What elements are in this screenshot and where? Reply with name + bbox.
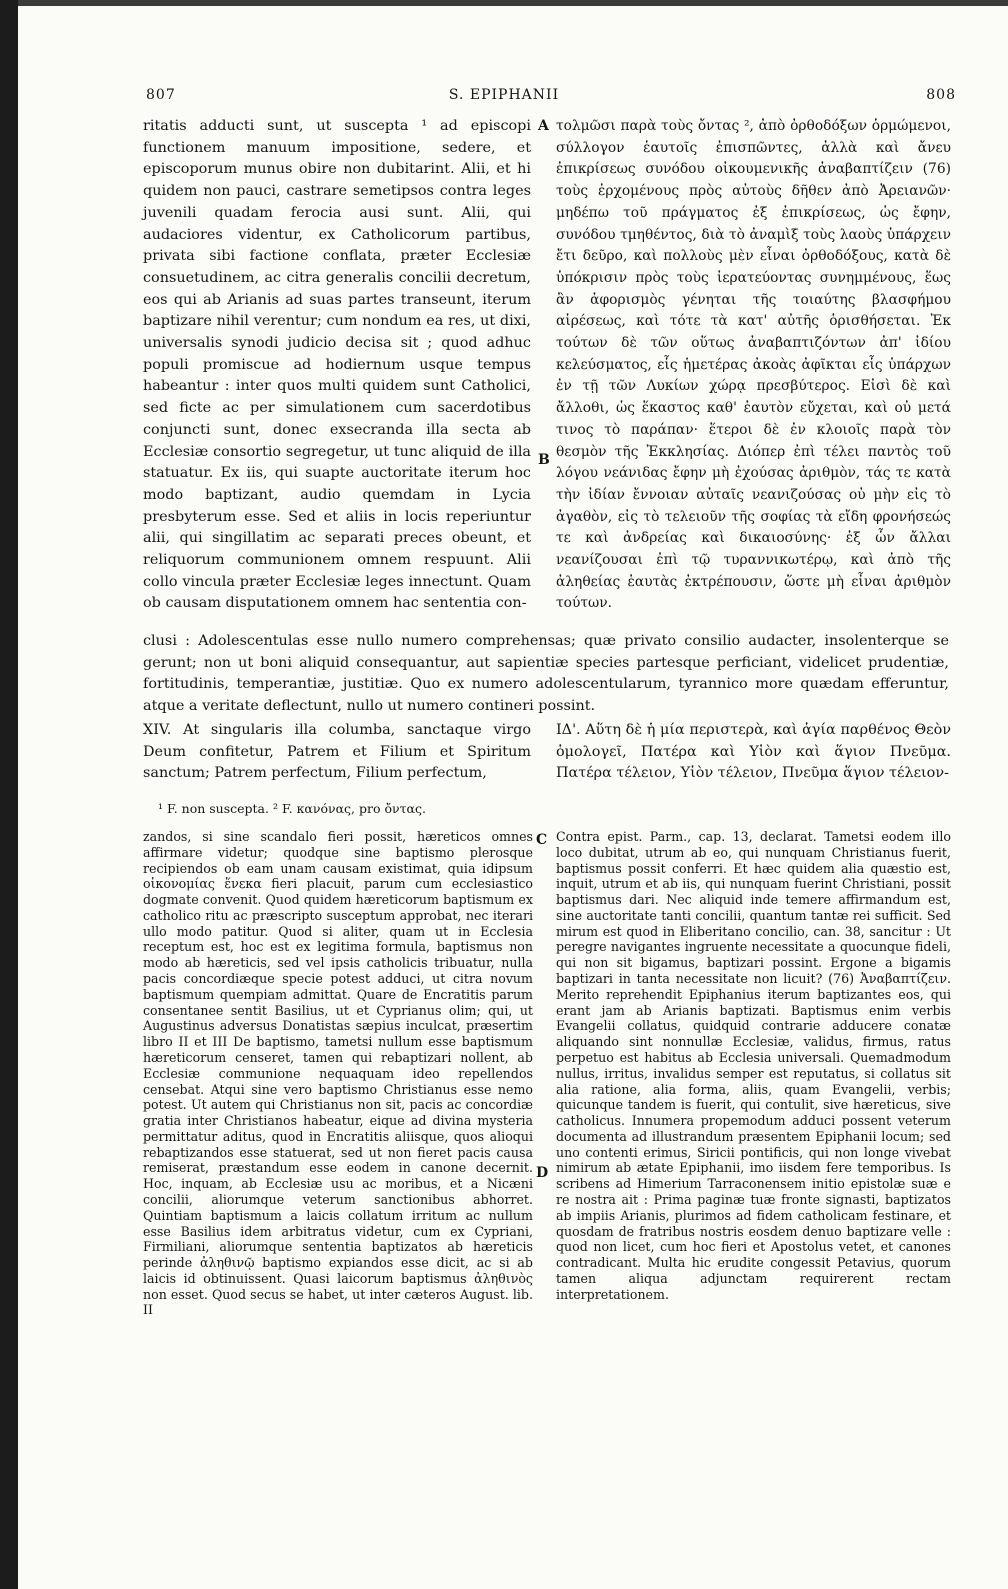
notes-right-column: Contra epist. Parm., cap. 13, declarat. Tametsi eodem illo loco dubitat, utrum ab eo, qui nunquam Christianus fuerit, baptismus possit conferri. Et hæc quidem alia quæstio est, inquit, utrum et ab iis, qui nunquam fuerint Christiani, possit baptismus dari. Nec aliquid inde temere affirmandum est, sine auctoritate tanti concilii, quantum tantæ rei sufficit. Sed mirum est quod in Eliberitano concilio, can. 38, sancitur : Ut peregre navigantes ingruente necessitate a quocunque fideli, qui non sit bigamus, baptizari possint. Ergone a bigamis baptizari in tanta necessitate non licuit? (76) Ἀναβαπτίζειν. Merito reprehendit Epiphanius iterum baptizantes eos, qui erant jam ab Arianis baptizati. Baptismus enim verbis Evangelii collatus, quidquid contrarie adducere conatæ aliquando sint nonnullæ Ecclesiæ, validus, firmus, ratus perpetuo est habitus ab Ecclesia universali. Quemadmodum nullus, irritus, invalidus semper est reputatus, si collatus sit alia ratione, alia forma, aliis, quam Evangelii, verbis; quicunque tandem is fuerit, qui contulit, sive hæreticus, sive catholicus. Innumera propemodum adduci possent veterum documenta ad illustrandum præsentem Epiphanii locum; sed uno contenti erimus, Siricii pontificis, qui non longe vivebat nimirum ab ætate Epiphanii, imo iisdem fere temporibus. Is scribens ad Himerium Tarraconensem initio epistolæ suæ e re nostra ait : Prima paginæ tuæ fronte signasti, baptizatos ab impiis Arianis, plurimos ad fidem catholicam festinare, et quosdam de fratribus nostris eosdem denuo baptizare velle : quod non licet, cum hoc fieri et Apostolus vetet, et canones contradicant. Multa hic erudite congessit Petavius, quorum tamen aliqua adjunctam requirerent rectam interpretationem. [556, 829, 951, 1302]
margin-marker-c: C [536, 832, 548, 848]
section-xiv-latin: XIV. At singularis illa columba, sanctaque virgo Deum confitetur, Patrem et Filium et Spiritum sanctum; Patrem perfectum, Filium perfectum, [143, 722, 531, 782]
page-number-left: 807 [146, 87, 176, 103]
margin-marker-d: D [536, 1165, 549, 1181]
latin-text-column: ritatis adducti sunt, ut suscepta ¹ ad episcopi functionem manuum impositione, sedere, et episcoporum munus obire non dubitarint. Alii, et hi quidem non pauci, castrare semetipsos contra leges juvenili quadam ferocia ausi sunt. Alii, qui audaciores videntur, ex Catholicorum partibus, privata sibi factione conflata, præter Ecclesiæ consuetudinem, ac citra generalis concilii decretum, eos qui ab Arianis ad suas partes transeunt, iterum baptizare nihil verentur; cum nondum ea res, ut dixi, universalis synodi judicio decisa sit ; quod adhuc populi promiscue ad hodiernum usque tempus habeantur : inter quos multi quidem sunt Catholici, sed ficte ac per simulationem cum sacerdotibus conjuncti sunt, donec exsecranda illa secta ab Ecclesiæ consortio segregetur, ut tunc aliquid de illa statuatur. Ex iis, qui suapte auctoritate iterum hoc modo baptizant, audio quemdam in Lycia presbyterum esse. Sed et aliis in locis reperiuntur alii, qui singillatim ac separati preces obeunt, et reliquorum communionem omnem respuunt. Alii collo vincula præter Ecclesiæ leges innectunt. Quam ob causam disputationem omnem hac sententia con- [143, 118, 531, 612]
section-xiv-greek: ΙΔ'. Αὕτη δὲ ἡ μία περιστερὰ, καὶ ἁγία παρθένος Θεὸν ὁμολογεῖ, Πατέρα καὶ Υἱὸν καὶ ἅγιον Πνεῦμα. Πατέρα τέλειον, Υἱὸν τέλειον, Πνεῦμα ἅγιον τέλειον- [556, 722, 951, 782]
notes-left-column: zandos, si sine scandalo fieri possit, hæreticos omnes affirmare videtur; quodque sine baptismo plerosque recipiendos ob eam unam causam existimat, quia idipsum οἰκονομίας ἕνεκα fieri placuit, parum cum ecclesiastico dogmate convenit. Quod quidem hæreticorum baptismum ex catholico ritu ac præscripto susceptum approbat, nec iterari ullo modo patitur. Quod si aliter, quam ut in Ecclesia receptum est, hoc est ex legitima formula, baptismus non modo ab hæreticis, sed vel ipsis catholicis tribuatur, nulla pacis concordiæque specie potest adduci, ut citra novum baptismum quempiam admittat. Quare de Encratitis parum consentanee sentit Basilius, ut et Cyprianus olim; qui, ut Augustinus adversus Donatistas sæpius inculcat, præsertim libro II et III De baptismo, tametsi nullum esse baptismum hæreticorum censeret, tamen qui rebaptizari nollent, ab Ecclesiæ communione nequaquam ideo repellendos censebat. Atqui sine vero baptismo Christianus esse nemo potest. Ut autem qui Christianus non sit, pacis ac concordiæ gratia inter Christianos habeatur, eique ad divina mysteria permittatur aditus, quod in Encratitis aliisque, quos alioqui rebaptizandos esse statuerat, sed ut non fieret pacis causa remiserat, præstandum esse eodem in canone decernit. Hoc, inquam, ab Ecclesiæ usu ac moribus, et a Nicæni concilii, aliorumque veterum sanctionibus abhorret. Quintiam baptismum a laicis collatum irritum ac nullum esse Basilius idem arbitratus videtur, cum ex Cypriani, Firmiliani, aliorumque sententia baptizatos ab hæreticis perinde ἀληθινῷ baptismo expiandos esse dicit, ac si ab laicis id obtinuissent. Quasi laicorum baptismus ἀληθινὸς non esset. Quod secus se habet, ut inter cæteros August. lib. II [143, 829, 533, 1318]
scan-edge-left [0, 0, 18, 1589]
margin-marker-a: A [538, 118, 549, 134]
page-number-right: 808 [926, 87, 956, 103]
scan-edge-top [0, 0, 1008, 6]
running-title: S. EPIPHANII [448, 87, 560, 103]
greek-text-column: τολμῶσι παρὰ τοὺς ὄντας ², ἀπὸ ὀρθοδόξων ὁρμώμενοι, σύλλογον ἑαυτοῖς ἐπισπῶντες, ἀλλὰ καὶ ἄνευ ἐπικρίσεως συνόδου οἰκουμενικῆς ἀναβαπτίζειν (76) τοὺς ἐρχομένους πρὸς αὐτοὺς δῆθεν ἀπὸ Ἀρειανῶν· μηδέπω τοῦ πράγματος ἐξ ἐπικρίσεως, ὡς ἔφην, συνόδου τμηθέντος, διὰ τὸ ἀναμὶξ τοὺς λαοὺς ὑπάρχειν ἔτι δεῦρο, καὶ πολλοὺς μὲν εἶναι ὀρθοδόξους, κατὰ δὲ ὑπόκρισιν πρὸς τοὺς ἱερατεύοντας συνημμένους, ἕως ἂν ἀφορισμὸς γένηται τῆς τοιαύτης βλασφήμου αἱρέσεως, καὶ τότε τὰ κατ' αὐτῆς ὁρισθήσεται. Ἐκ τούτων δὲ τῶν οὕτως ἀναβαπτιζόντων ἀπ' ἰδίου κελεύσματος, εἷς ἡμετέρας ἀκοὰς ἀφῖκται εἷς ὑπάρχων ἐν τῇ τῶν Λυκίων χώρᾳ πρεσβύτερος. Εἰσὶ δὲ καὶ ἄλλοθι, ὡς ἕκαστος καθ' ἑαυτὸν εὔχεται, καὶ οὐ μετά τινος τὸ παράπαν· ἕτεροι δὲ ἐν κλοιοῖς παρὰ τὸν θεσμὸν τῆς Ἐκκλησίας. Διόπερ ἐπὶ τέλει παντὸς τοῦ λόγου νεάνιδας ἔφην μὴ ἐχούσας ἀριθμὸν, τάς τε κατὰ τὴν ἰδίαν ἔννοιαν αὐταῖς νεανιζούσας οὐ μὴν εἰς τὸ ἀγαθὸν, εἰς τὸ τελειοῦν τῆς σοφίας τὰ εἴδη φρονήσεώς τε καὶ ἀνδρείας καὶ δικαιοσύνης· ἐξ ὧν ἄλλαι νεανίζουσαι ἐπὶ τῷ τυραννικωτέρῳ, καὶ ἀπὸ τῆς ἀληθείας ἑαυτὰς ἐκτρέπουσιν, ὥστε μὴ εἶναι ἀριθμὸν τούτων. [556, 118, 951, 612]
footnotes: ¹ F. non suscepta. ² F. κανόνας, pro ὄντας. [158, 801, 426, 816]
margin-marker-b: B [538, 452, 550, 468]
latin-full-width-paragraph: clusi : Adolescentulas esse nullo numero comprehensas; quæ privato consilio audacter, insolenterque se gerunt; non ut boni aliquid consequantur, aut sapientiæ species partesque perficiant, videlicet prudentiæ, fortitudinis, temperantiæ, justitiæ. Quo ex numero adolescentularum, tyrannico more quædam efferuntur, atque a veritate deflectunt, nullo ut numero contineri possint. [143, 633, 949, 715]
